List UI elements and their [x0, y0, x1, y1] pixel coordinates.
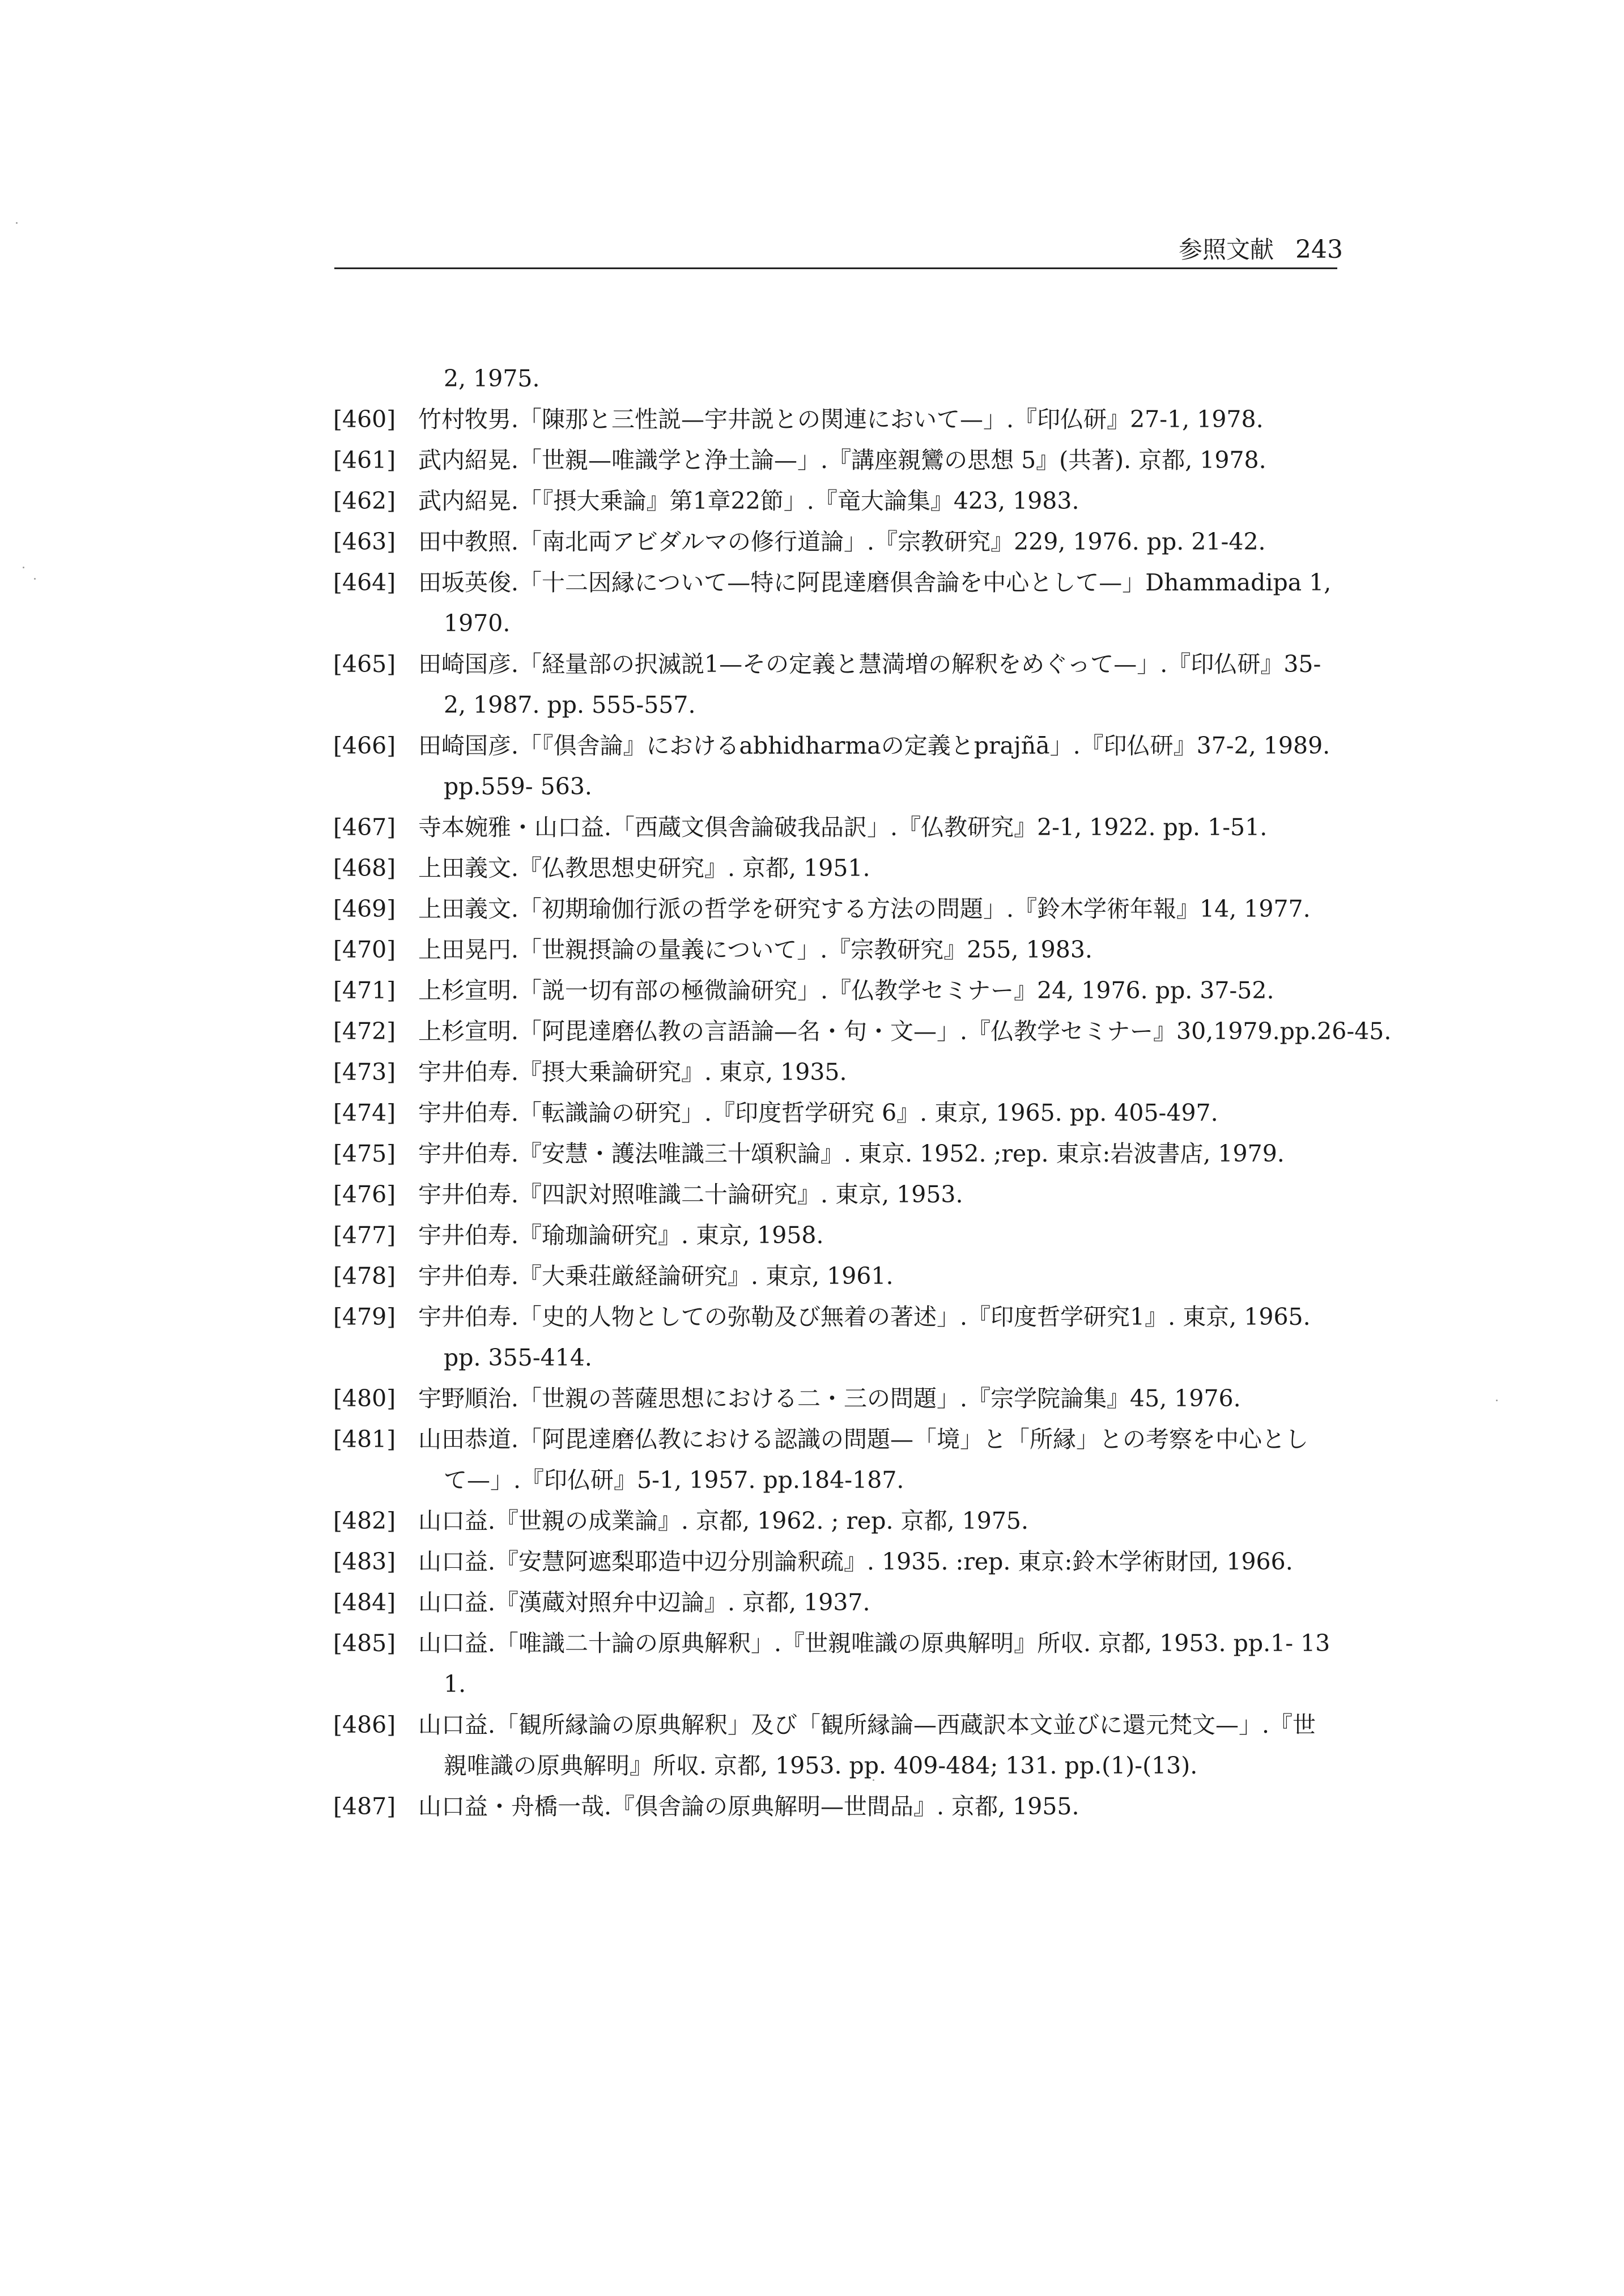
reference-entry: [333, 848, 1347, 888]
reference-text: 山口益.「唯識二十論の原典解釈」.『世親唯識の原典解明』所収. 京都, 1953. pp.1- 13: [418, 1630, 1330, 1657]
reference-entry: [333, 888, 1347, 929]
reference-entry: [333, 970, 1347, 1011]
reference-number: [486]: [333, 1711, 396, 1738]
reference-text: 宇井伯寿.『大乗荘厳経論研究』. 東京, 1961.: [418, 1262, 894, 1290]
reference-number: [466]: [333, 732, 396, 759]
reference-text: 上田義文.『仏教思想史研究』. 京都, 1951.: [418, 854, 870, 882]
reference-entry: [333, 562, 1347, 644]
reference-number: [469]: [333, 895, 396, 922]
reference-entry: [333, 1419, 1347, 1500]
continued-text: 2, 1975.: [444, 365, 540, 392]
reference-text: 宇井伯寿.「史的人物としての弥勒及び無着の著述」.『印度哲学研究1』. 東京, 1965.: [418, 1303, 1311, 1330]
reference-entry: [333, 1296, 1347, 1378]
reference-number: [475]: [333, 1140, 396, 1167]
section-title: 参照文献: [1179, 236, 1274, 263]
reference-entry: [333, 1582, 1347, 1623]
reference-entry: [333, 1092, 1347, 1133]
header-rule: [334, 267, 1337, 269]
reference-number: [480]: [333, 1385, 396, 1412]
reference-entry: [333, 725, 1347, 807]
reference-list: [333, 358, 1392, 1827]
reference-text: 寺本婉雅・山口益.「西蔵文倶舎論破我品訳」.『仏教研究』2-1, 1922. pp. 1-51.: [418, 814, 1268, 841]
reference-entry: [333, 1623, 1347, 1704]
reference-text: 田中教照.「南北両アビダルマの修行道論」.『宗教研究』229, 1976. pp. 21-42.: [418, 528, 1266, 555]
reference-text: 宇井伯寿.「転識論の研究」.『印度哲学研究 6』. 東京, 1965. pp. 405-497.: [418, 1099, 1218, 1126]
reference-text: 宇野順治.「世親の菩薩思想における二・三の問題」.『宗学院論集』45, 1976.: [418, 1385, 1241, 1412]
reference-continuation: 親唯識の原典解明』所収. 京都, 1953. pp. 409-484; 131. pp.(1)-(13).: [444, 1752, 1198, 1779]
continued-line: [333, 358, 1347, 399]
reference-entry: [333, 440, 1347, 481]
reference-text: 竹村牧男.「陳那と三性説—宇井説との関連において—」.『印仏研』27-1, 1978.: [418, 406, 1264, 433]
reference-text: 上杉宣明.「阿毘達磨仏教の言語論—名・句・文—」.『仏教学セミナー』30,1979.pp.26-45.: [418, 1018, 1392, 1045]
reference-entry: [333, 644, 1347, 725]
reference-number: [476]: [333, 1181, 396, 1208]
reference-continuation: 1.: [444, 1670, 466, 1698]
running-head: [1179, 231, 1343, 265]
scan-speck: [873, 1779, 874, 1781]
reference-number: [462]: [333, 487, 396, 515]
reference-text: 上田晃円.「世親摂論の量義について」.『宗教研究』255, 1983.: [418, 936, 1092, 963]
reference-continuation: pp. 355-414.: [444, 1344, 592, 1371]
reference-text: 田坂英俊.「十二因縁について—特に阿毘達磨倶舎論を中心として—」Dhammadipa 1,: [418, 569, 1332, 596]
reference-continuation: pp.559- 563.: [444, 773, 592, 800]
reference-number: [472]: [333, 1018, 396, 1045]
reference-entry: [333, 481, 1347, 521]
reference-entry: [333, 399, 1347, 440]
reference-number: [481]: [333, 1426, 396, 1453]
reference-text: 山口益.『安慧阿遮梨耶造中辺分別論釈疏』. 1935. :rep. 東京:鈴木学術財団, 1966.: [418, 1548, 1293, 1575]
scan-speck: [1496, 1400, 1498, 1401]
reference-entry: [333, 1174, 1347, 1215]
reference-number: [471]: [333, 977, 396, 1004]
page-number: 243: [1295, 235, 1343, 264]
reference-text: 山口益.『漢蔵対照弁中辺論』. 京都, 1937.: [418, 1589, 870, 1616]
reference-text: 山田恭道.「阿毘達磨仏教における認識の問題—「境」と「所縁」との考察を中心とし: [418, 1426, 1309, 1453]
reference-number: [487]: [333, 1793, 396, 1820]
reference-number: [479]: [333, 1303, 396, 1330]
reference-continuation: て—」.『印仏研』5-1, 1957. pp.184-187.: [444, 1466, 904, 1494]
reference-number: [483]: [333, 1548, 396, 1575]
reference-text: 宇井伯寿.『四訳対照唯識二十論研究』. 東京, 1953.: [418, 1181, 963, 1208]
reference-entry: [333, 1011, 1392, 1052]
reference-continuation: 1970.: [444, 610, 511, 637]
reference-entry: [333, 1704, 1347, 1786]
reference-entry: [333, 1378, 1347, 1419]
reference-number: [468]: [333, 854, 396, 882]
reference-number: [463]: [333, 528, 396, 555]
reference-number: [473]: [333, 1058, 396, 1086]
reference-number: [470]: [333, 936, 396, 963]
reference-entry: [333, 521, 1347, 562]
reference-text: 宇井伯寿.『摂大乗論研究』. 東京, 1935.: [418, 1058, 847, 1086]
reference-text: 田崎国彦.「『倶舎論』におけるabhidharmaの定義とprajñā」.『印仏研』37-2, 1989.: [418, 732, 1330, 759]
reference-entry: [333, 929, 1347, 970]
reference-number: [465]: [333, 650, 396, 678]
reference-text: 山口益・舟橋一哉.『倶舎論の原典解明—世間品』. 京都, 1955.: [418, 1793, 1079, 1820]
reference-number: [464]: [333, 569, 396, 596]
reference-text: 宇井伯寿.『瑜珈論研究』. 東京, 1958.: [418, 1222, 824, 1249]
reference-text: 宇井伯寿.『安慧・護法唯識三十頌釈論』. 東京. 1952. ;rep. 東京:岩波書店, 1979.: [418, 1140, 1285, 1167]
reference-number: [460]: [333, 406, 396, 433]
reference-number: [477]: [333, 1222, 396, 1249]
reference-number: [482]: [333, 1507, 396, 1534]
reference-entry: [333, 1133, 1347, 1174]
scan-speck: [16, 222, 18, 224]
reference-number: [461]: [333, 447, 396, 474]
reference-number: [484]: [333, 1589, 396, 1616]
reference-text: 武内紹晃.「『摂大乗論』第1章22節」.『竜大論集』423, 1983.: [418, 487, 1079, 515]
scan-speck: [34, 578, 36, 580]
reference-entry: [333, 1786, 1347, 1827]
reference-entry: [333, 807, 1347, 848]
reference-entry: [333, 1541, 1347, 1582]
reference-text: 田崎国彦.「経量部の択滅説1—その定義と慧満増の解釈をめぐって—」.『印仏研』35-: [418, 650, 1321, 678]
reference-text: 上田義文.「初期瑜伽行派の哲学を研究する方法の問題」.『鈴木学術年報』14, 1977.: [418, 895, 1311, 922]
reference-number: [478]: [333, 1262, 396, 1290]
reference-entry: [333, 1500, 1347, 1541]
reference-entry: [333, 1256, 1347, 1296]
reference-text: 山口益.「観所縁論の原典解釈」及び「観所縁論—西蔵訳本文並びに還元梵文—」.『世: [418, 1711, 1316, 1738]
reference-text: 上杉宣明.「説一切有部の極微論研究」.『仏教学セミナー』24, 1976. pp. 37-52.: [418, 977, 1274, 1004]
scan-speck: [23, 567, 24, 568]
reference-text: 武内紹晃.「世親—唯識学と浄土論—」.『講座親鸞の思想 5』(共著). 京都, 1978.: [418, 447, 1266, 474]
reference-entry: [333, 1052, 1347, 1092]
reference-number: [485]: [333, 1630, 396, 1657]
reference-text: 山口益.『世親の成業論』. 京都, 1962. ; rep. 京都, 1975.: [418, 1507, 1029, 1534]
reference-number: [474]: [333, 1099, 396, 1126]
reference-continuation: 2, 1987. pp. 555-557.: [444, 691, 696, 718]
reference-number: [467]: [333, 814, 396, 841]
reference-entry: [333, 1215, 1347, 1256]
